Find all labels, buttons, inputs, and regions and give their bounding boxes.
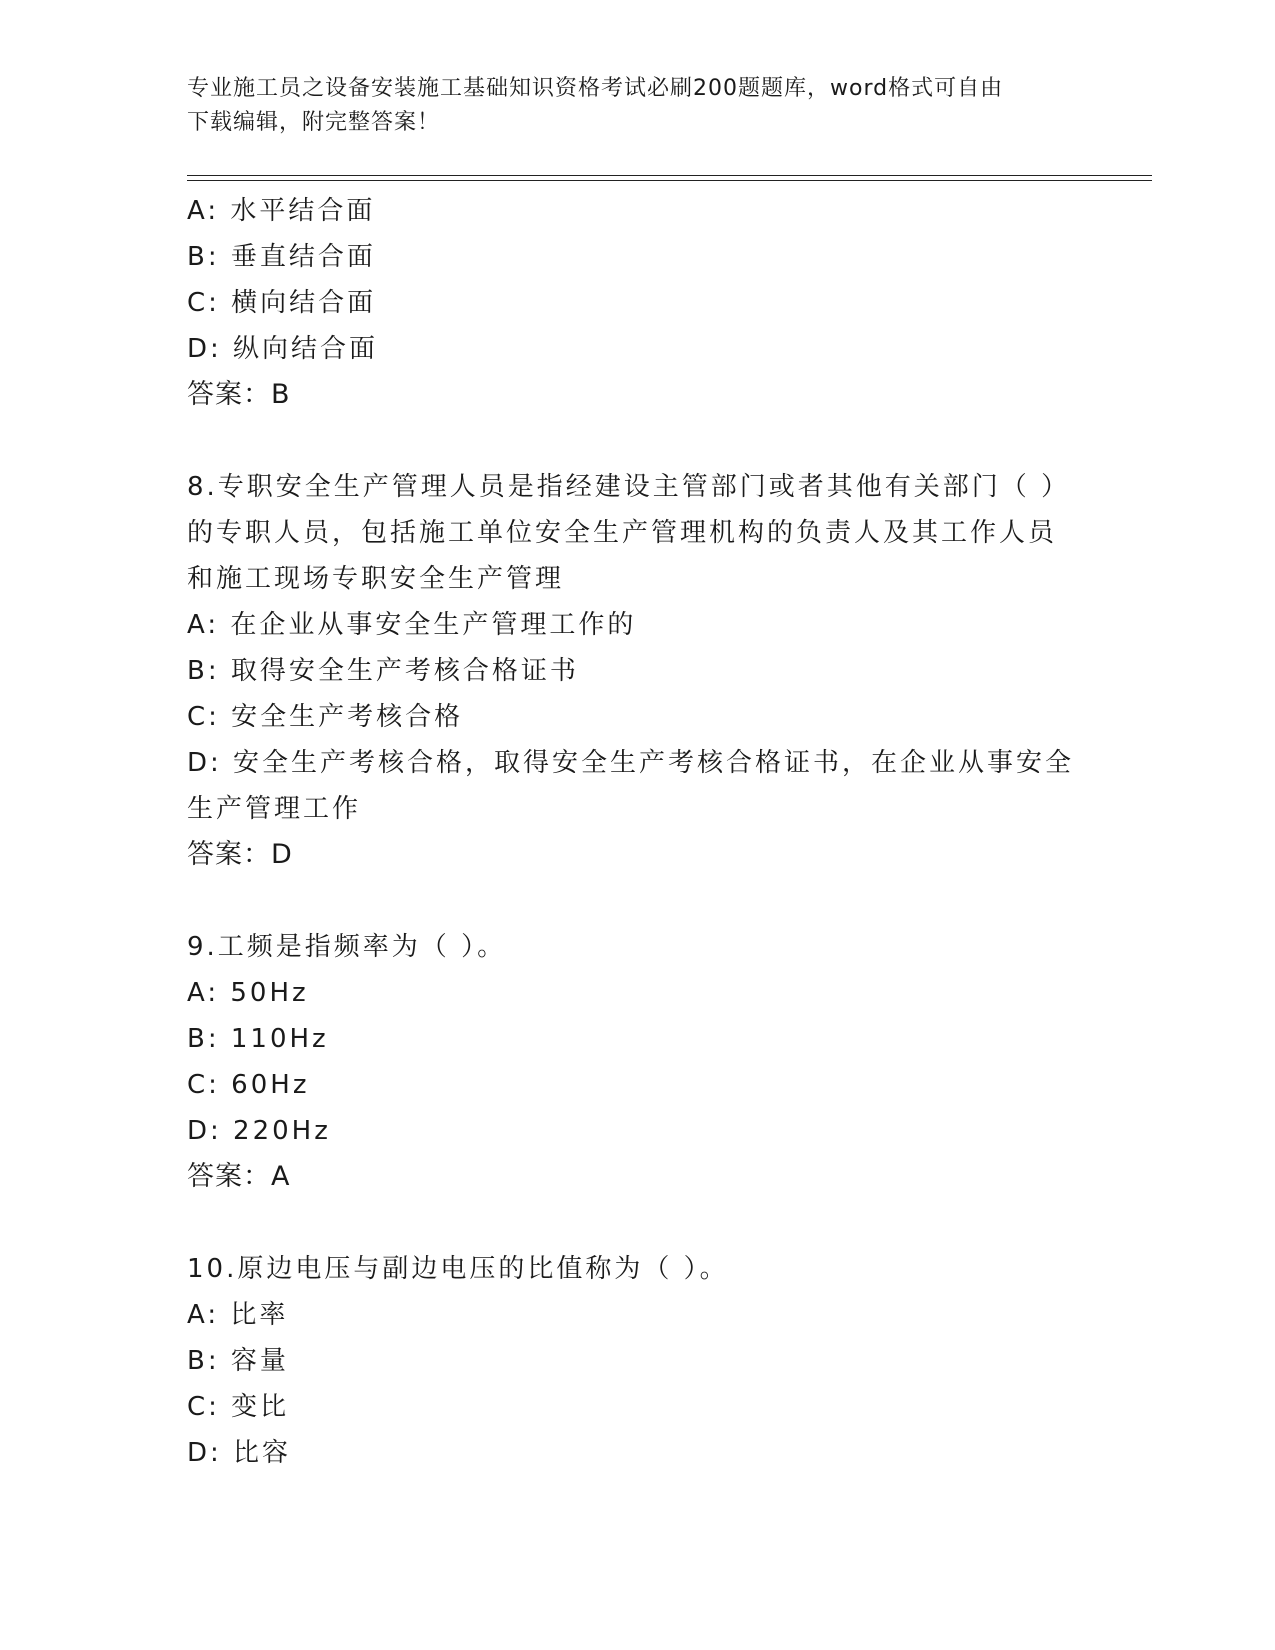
option-d-continued: 生产管理工作 bbox=[187, 794, 362, 824]
spacer bbox=[187, 1200, 1087, 1246]
question-10 bbox=[187, 1246, 1087, 1476]
question-stem-line-2: 的专职人员，包括施工单位安全生产管理机构的负责人及其工作人员 bbox=[187, 518, 1058, 548]
question-list bbox=[187, 188, 1087, 1476]
answer: 答案：B bbox=[187, 379, 291, 410]
spacer bbox=[187, 878, 1087, 924]
option-d: D: 纵向结合面 bbox=[187, 334, 379, 364]
answer: 答案：D bbox=[187, 839, 293, 870]
question-9 bbox=[187, 924, 1087, 1200]
option-a: A: 50Hz bbox=[187, 978, 309, 1008]
option-d: D: 比容 bbox=[187, 1438, 292, 1468]
header-rule-bottom bbox=[187, 180, 1152, 181]
question-stem: 9.工频是指频率为（ ）。 bbox=[187, 932, 507, 962]
answer: 答案：A bbox=[187, 1161, 291, 1192]
option-b: B: 容量 bbox=[187, 1346, 289, 1376]
option-c: C: 横向结合面 bbox=[187, 288, 377, 318]
option-b: B: 垂直结合面 bbox=[187, 242, 376, 272]
option-c: C: 60Hz bbox=[187, 1070, 310, 1100]
header-rule-top bbox=[187, 175, 1152, 176]
header-line-1: 专业施工员之设备安装施工基础知识资格考试必刷200题题库，word格式可自由 bbox=[187, 76, 1004, 101]
option-c: C: 安全生产考核合格 bbox=[187, 702, 464, 732]
question-stem-line-3: 和施工现场专职安全生产管理 bbox=[187, 564, 565, 594]
question-stem: 10.原边电压与副边电压的比值称为（ ）。 bbox=[187, 1254, 729, 1284]
header-line-2: 下载编辑，附完整答案！ bbox=[187, 110, 441, 135]
question-7 bbox=[187, 188, 1087, 418]
question-8 bbox=[187, 464, 1087, 878]
option-a: A: 水平结合面 bbox=[187, 196, 376, 226]
option-b: B: 110Hz bbox=[187, 1024, 329, 1054]
question-stem-line-1: 8.专职安全生产管理人员是指经建设主管部门或者其他有关部门（ ） bbox=[187, 472, 1071, 502]
option-d: D: 安全生产考核合格，取得安全生产考核合格证书，在企业从事安全 bbox=[187, 748, 1075, 778]
spacer bbox=[187, 418, 1087, 464]
option-d: D: 220Hz bbox=[187, 1116, 331, 1146]
option-c: C: 变比 bbox=[187, 1392, 290, 1422]
option-a: A: 比率 bbox=[187, 1300, 289, 1330]
option-a: A: 在企业从事安全生产管理工作的 bbox=[187, 610, 637, 640]
option-b: B: 取得安全生产考核合格证书 bbox=[187, 656, 579, 686]
document-header bbox=[187, 72, 1067, 140]
